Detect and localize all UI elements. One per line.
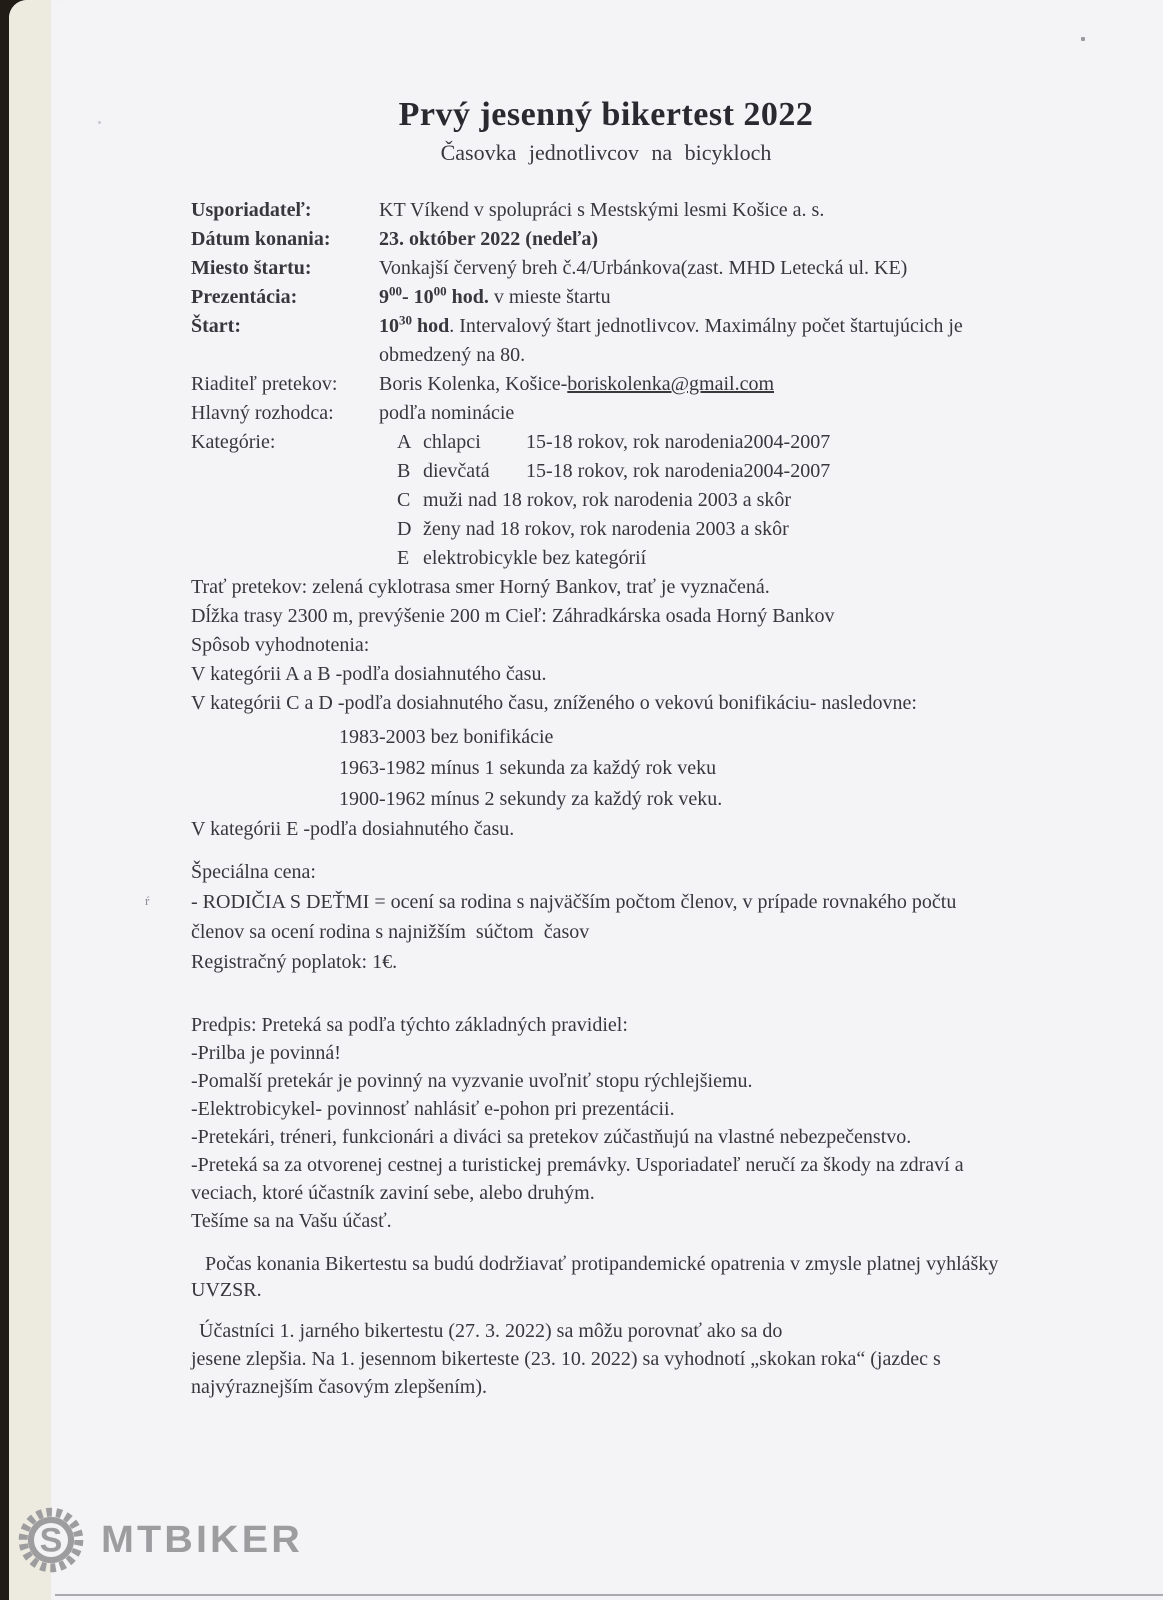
category-letter: A (397, 431, 412, 453)
track-line: Trať pretekov: zelená cyklotrasa smer Horný Bankov, trať je vyznačená. (191, 576, 770, 598)
age-bonus-list (191, 722, 1021, 815)
detail-row-start-place (191, 254, 1021, 283)
mtbiker-watermark (17, 1506, 303, 1574)
presentation-label: Prezentácia: (191, 286, 298, 308)
director-value-wrap (379, 370, 1021, 399)
presentation-rest: v mieste štartu (488, 286, 611, 308)
start-label: Štart: (191, 315, 241, 337)
evaluation-ab: V kategórii A a B -podľa dosiahnutého času. (191, 663, 547, 685)
date-value: 23. október 2022 (nedeľa) (379, 228, 598, 250)
rules-closing: Tešíme sa na Vašu účasť. (191, 1210, 392, 1232)
paper-edge-strip (9, 0, 51, 1600)
rules-section (191, 1011, 1021, 1235)
rule-item: -Pretekári, tréneri, funkcionári a diváci sa pretekov zúčastňujú na vlastné nebezpečenstvo. (191, 1126, 912, 1148)
presentation-value (379, 283, 1021, 312)
presentation-hod: hod. (446, 286, 489, 308)
course-info (191, 573, 1021, 660)
comparison-line: jesene zlepšia. Na 1. jesennom bikerteste (23. 10. 2022) sa vyhodnotí „skokan roka“ (jazdec s (191, 1348, 941, 1370)
detail-row-categories (191, 428, 1021, 573)
category-desc: 15-18 rokov, rok narodenia2004-2007 (526, 431, 831, 453)
bonus-line: 1900-1962 mínus 2 sekundy za každý rok veku. (339, 788, 723, 810)
organizer-value: KT Víkend v spolupráci s Mestskými lesmi Košice a. s. (379, 199, 825, 221)
document-content (191, 0, 1021, 1401)
start-place-label: Miesto štartu: (191, 257, 312, 279)
evaluation-e: V kategórii E -podľa dosiahnutého času. (191, 818, 515, 840)
presentation-sup-start: 00 (389, 283, 402, 299)
scanned-page (9, 0, 1163, 1600)
svg-text:S: S (39, 1521, 63, 1560)
organizer-label: Usporiadateľ: (191, 199, 312, 221)
rule-item: -Elektrobicykel- povinnosť nahlásiť e-pohon pri prezentácii. (191, 1098, 675, 1120)
presentation-sup-end: 00 (433, 283, 447, 299)
category-desc: 15-18 rokov, rok narodenia2004-2007 (526, 460, 831, 482)
category-letter: B (397, 460, 411, 482)
start-time: 10 (379, 315, 399, 337)
start-sup: 30 (399, 312, 412, 328)
start-rest-line2: obmedzený na 80. (379, 344, 526, 366)
detail-row-referee (191, 399, 1021, 428)
category-row-a (379, 428, 1021, 457)
special-heading: Špeciálna cena: (191, 861, 316, 883)
evaluation-cd: V kategórii C a D -podľa dosiahnutého času, zníženého o vekovú bonifikáciu- nasledovne: (191, 692, 917, 714)
category-name: dievčatá (423, 460, 490, 482)
detail-row-director (191, 370, 1021, 399)
mtbiker-gear-icon (17, 1506, 85, 1574)
comparison-note (191, 1317, 1021, 1401)
start-place-value: Vonkajší červený breh č.4/Urbánkova(zast. MHD Letecká ul. KE) (379, 257, 908, 279)
detail-row-date (191, 225, 1021, 254)
registration-fee: Registračný poplatok: 1€. (191, 951, 398, 973)
special-prize (191, 857, 1021, 977)
start-hod: hod (412, 315, 450, 337)
category-desc: ženy nad 18 rokov, rok narodenia 2003 a skôr (423, 518, 789, 540)
rule-item: -Pomalší pretekár je povinný na vyzvanie uvoľniť stopu rýchlejšiemu. (191, 1070, 753, 1092)
referee-value: podľa nominácie (379, 402, 515, 424)
evaluation-heading: Spôsob vyhodnotenia: (191, 634, 370, 656)
evaluation-rules (191, 660, 1021, 843)
director-email-link: boriskolenka@gmail.com (567, 373, 775, 395)
bonus-line: 1963-1982 mínus 1 sekunda za každý rok veku (339, 757, 717, 779)
category-letter: E (397, 547, 410, 569)
length-line: Dĺžka trasy 2300 m, prevýšenie 200 m Cieľ: Záhradkárska osada Horný Bankov (191, 605, 835, 627)
categories-list (379, 428, 1021, 573)
start-rest: . Intervalový štart jednotlivcov. Maximálny počet štartujúcich je (449, 315, 963, 337)
scan-artifact-mark: ŕ (145, 893, 150, 908)
comparison-line: najvýraznejším časovým zlepšením). (191, 1376, 488, 1398)
event-details (191, 196, 1021, 573)
presentation-time-start: 9 (379, 286, 389, 308)
rule-item: -Prilba je povinná! (191, 1042, 341, 1064)
category-name: chlapci (423, 431, 481, 453)
category-desc: muži nad 18 rokov, rok narodenia 2003 a skôr (423, 489, 792, 511)
scan-bottom-edge (55, 1594, 1163, 1596)
detail-row-presentation (191, 283, 1021, 312)
page-title: Prvý jesenný bikertest 2022 (398, 96, 814, 133)
date-label: Dátum konania: (191, 228, 331, 250)
category-desc: elektrobicykle bez kategórií (423, 547, 647, 569)
category-letter: D (397, 518, 412, 540)
bonus-line: 1983-2003 bez bonifikácie (339, 726, 554, 748)
detail-row-start (191, 312, 1021, 370)
rules-heading: Predpis: Preteká sa podľa týchto základných pravidiel: (191, 1014, 628, 1036)
director-value: Boris Kolenka, Košice- (379, 373, 568, 395)
detail-row-organizer (191, 196, 1021, 225)
category-row-c (379, 486, 1021, 515)
referee-label: Hlavný rozhodca: (191, 402, 334, 424)
category-letter: C (397, 489, 411, 511)
comparison-line: Účastníci 1. jarného bikertestu (27. 3. 2022) sa môžu porovnať ako sa do (199, 1320, 783, 1342)
scan-artifact-speck (1081, 37, 1085, 41)
category-row-b (379, 457, 1021, 486)
start-value (379, 312, 1021, 370)
page-subtitle: Časovka jednotlivcov na bicykloch (440, 140, 772, 165)
special-line2: členov sa ocení rodina s najnižším súčtom časov (191, 921, 590, 943)
mtbiker-brand-text: MTBIKER (101, 1518, 303, 1561)
director-label: Riaditeľ pretekov: (191, 373, 338, 395)
pandemic-notice: Počas konania Bikertestu sa budú dodržiavať protipandemické opatrenia v zmysle platnej vyhlášky UVZSR. (191, 1253, 999, 1301)
special-line1: - RODIČIA S DEŤMI = ocení sa rodina s najväčším počtom členov, v prípade rovnakého počtu (191, 891, 957, 913)
rule-item: -Preteká sa za otvorenej cestnej a turistickej premávky. Usporiadateľ neručí za škody na zdraví a veciach, ktoré účastník zaviní sebe, alebo druhým. (191, 1154, 964, 1204)
categories-label: Kategórie: (191, 431, 276, 453)
category-row-d (379, 515, 1021, 544)
notices-section (191, 1251, 1021, 1401)
category-row-e (379, 544, 1021, 573)
presentation-time-end: - 10 (402, 286, 434, 308)
scan-artifact-speck (98, 121, 101, 124)
